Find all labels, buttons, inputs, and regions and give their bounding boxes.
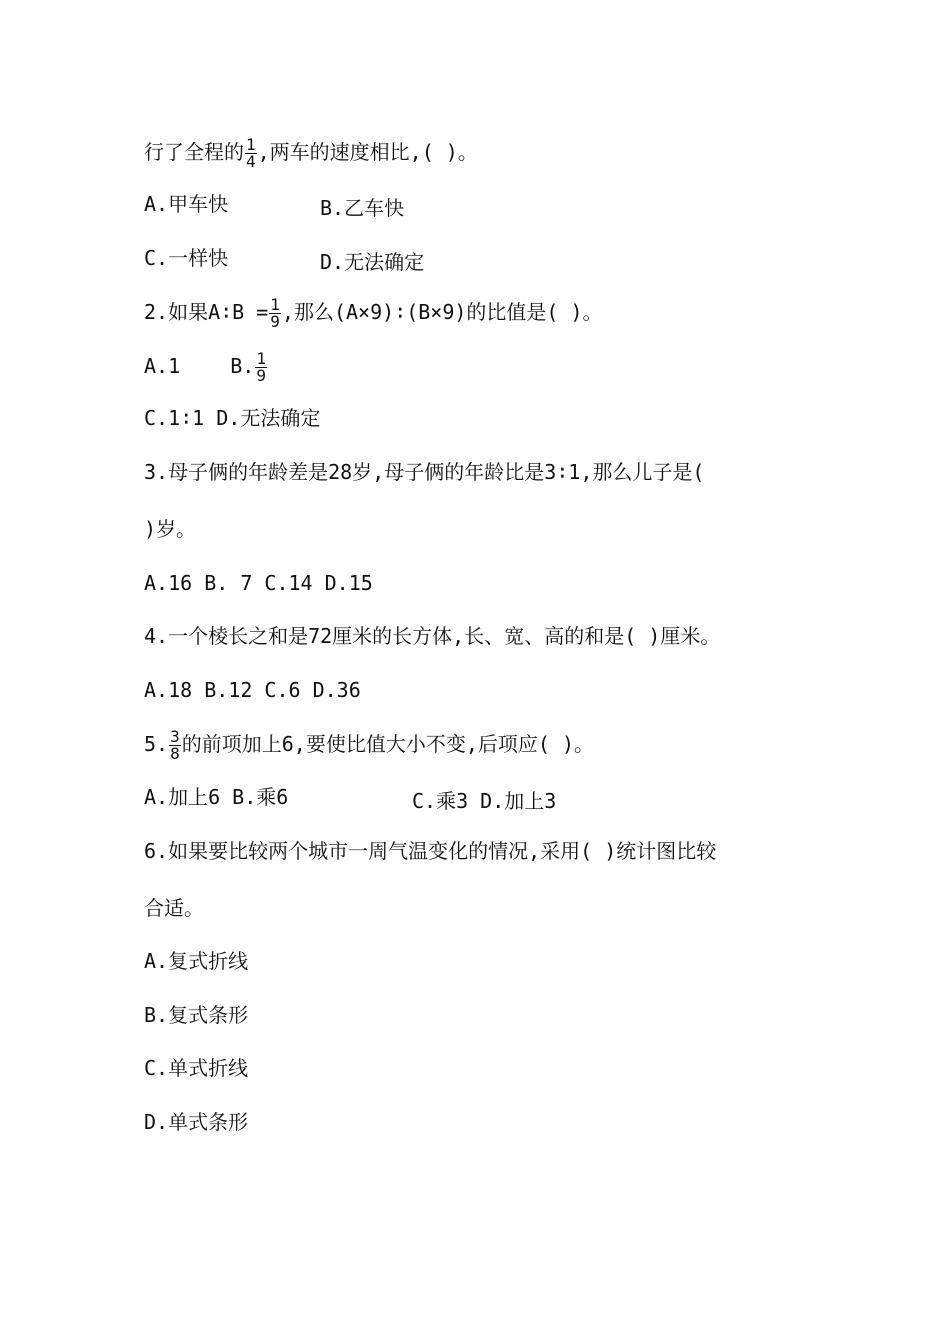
q6-option-c: C.单式折线 xyxy=(144,1056,249,1080)
q2-stem-text-a: 2.如果A∶B = xyxy=(144,300,269,324)
q2-fraction xyxy=(269,297,281,330)
q4-options: A.18 B.12 C.6 D.36 xyxy=(144,678,361,702)
q6-stem-line1: 6.如果要比较两个城市一周气温变化的情况,采用( )统计图比较 xyxy=(144,839,717,863)
q5-options-cd: C.乘3 D.加上3 xyxy=(412,789,557,813)
q1-stem-text-a: 行了全程的 xyxy=(144,140,244,164)
q1-option-b: B.乙车快 xyxy=(320,196,405,220)
q3-options: A.16 B. 7 C.14 D.15 xyxy=(144,571,373,595)
q2-fraction-denominator: 9 xyxy=(270,312,280,331)
q3-stem-line2: )岁。 xyxy=(144,517,197,541)
q5-stem-text-a: 5. xyxy=(144,732,169,756)
q2-fraction-numerator: 1 xyxy=(270,295,280,314)
q6-option-b: B.复式条形 xyxy=(144,1003,249,1027)
q1-option-a: A.甲车快 xyxy=(144,192,229,216)
q1-fraction-numerator: 1 xyxy=(246,135,256,154)
q5-fraction-numerator: 3 xyxy=(170,727,180,746)
q1-stem xyxy=(144,137,478,170)
q1-option-d: D.无法确定 xyxy=(320,250,425,274)
q6-option-a: A.复式折线 xyxy=(144,949,249,973)
q2-stem xyxy=(144,297,603,330)
q5-options-ab: A.加上6 B.乘6 xyxy=(144,785,289,809)
q2-options-ab xyxy=(144,351,268,384)
q1-option-c: C.一样快 xyxy=(144,246,229,270)
q5-fraction-denominator: 8 xyxy=(170,744,180,763)
q5-stem xyxy=(144,729,594,762)
q3-stem-line1: 3.母子俩的年龄差是28岁,母子俩的年龄比是3∶1,那么儿子是( xyxy=(144,460,705,484)
q5-stem-text-b: 的前项加上6,要使比值大小不变,后项应( )。 xyxy=(181,732,594,756)
q2-stem-text-b: ,那么(A×9)∶(B×9)的比值是( )。 xyxy=(281,300,603,324)
q5-fraction xyxy=(169,729,181,762)
q2-option-b: B. xyxy=(230,354,255,378)
q2-options-cd: C.1∶1 D.无法确定 xyxy=(144,406,321,430)
q2-option-b-denominator: 9 xyxy=(256,366,266,385)
q6-stem-line2: 合适。 xyxy=(144,896,204,920)
q1-fraction xyxy=(245,137,257,170)
q1-fraction-denominator: 4 xyxy=(246,152,256,171)
q2-option-a: A.1 xyxy=(144,354,181,378)
q1-stem-text-b: ,两车的速度相比,( )。 xyxy=(257,140,478,164)
q2-option-b-numerator: 1 xyxy=(256,349,266,368)
q2-option-b-fraction xyxy=(255,351,267,384)
q4-stem: 4.一个棱长之和是72厘米的长方体,长、宽、高的和是( )厘米。 xyxy=(144,624,721,648)
q6-option-d: D.单式条形 xyxy=(144,1110,249,1134)
